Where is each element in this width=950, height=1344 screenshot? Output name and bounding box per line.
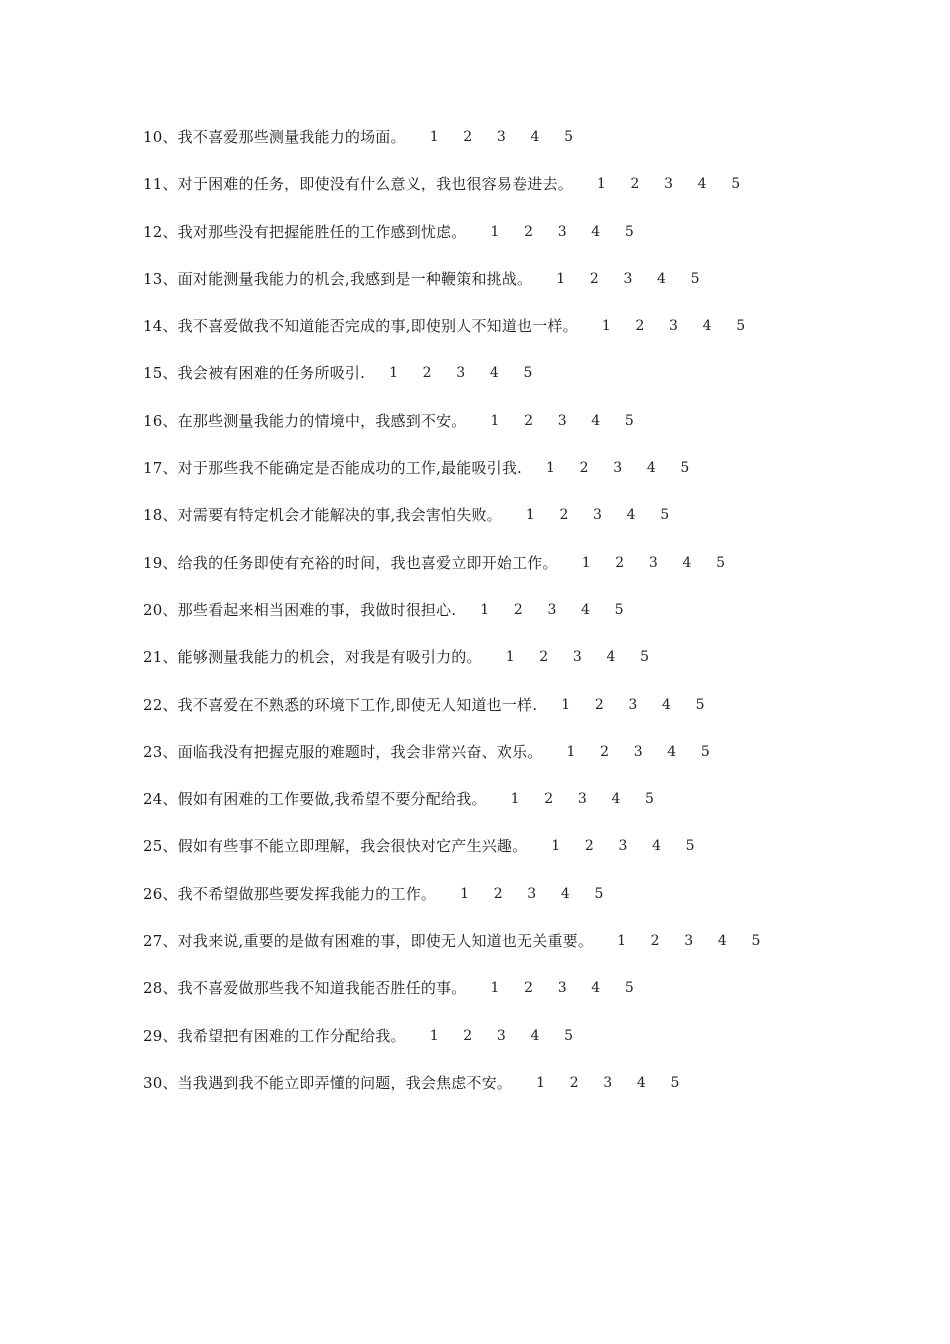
rating-option-2[interactable]: 2: [422, 365, 432, 382]
rating-option-4[interactable]: 4: [682, 554, 692, 571]
rating-option-5[interactable]: 5: [624, 412, 634, 429]
rating-option-2[interactable]: 2: [650, 933, 660, 950]
rating-option-3[interactable]: 3: [496, 129, 506, 145]
rating-option-3[interactable]: 3: [557, 412, 567, 429]
rating-option-2[interactable]: 2: [584, 838, 594, 855]
questionnaire-item: [143, 124, 923, 171]
rating-option-4[interactable]: 4: [581, 601, 590, 618]
rating-option-4[interactable]: 4: [646, 460, 656, 477]
rating-option-4[interactable]: 4: [697, 176, 707, 193]
item-text: 26、我不希望做那些要发挥我能力的工作。: [143, 884, 437, 903]
rating-option-2[interactable]: 2: [559, 507, 569, 524]
rating-option-2[interactable]: 2: [600, 743, 610, 760]
rating-scale: [491, 408, 659, 434]
item-text: 21、能够测量我能力的机会，对我是有吸引力的。: [143, 648, 482, 667]
rating-option-5[interactable]: 5: [695, 696, 705, 713]
rating-option-4[interactable]: 4: [667, 743, 677, 760]
rating-option-2[interactable]: 2: [544, 791, 554, 808]
rating-option-4[interactable]: 4: [652, 838, 661, 855]
rating-option-1[interactable]: 1: [490, 980, 500, 997]
questionnaire-item: [143, 739, 923, 786]
questionnaire-item: [143, 550, 923, 597]
rating-option-2[interactable]: 2: [524, 223, 534, 240]
rating-option-5[interactable]: 5: [564, 129, 573, 145]
rating-option-2[interactable]: 2: [630, 176, 640, 193]
questionnaire-item: [143, 833, 923, 880]
rating-option-2[interactable]: 2: [524, 412, 534, 429]
questionnaire-item: [143, 266, 923, 313]
questionnaire-item: [143, 881, 923, 928]
rating-scale: [582, 550, 750, 576]
rating-option-1[interactable]: 1: [546, 460, 555, 477]
rating-option-3[interactable]: 3: [572, 649, 582, 666]
questionnaire-item: [143, 692, 923, 739]
rating-scale: [389, 360, 557, 386]
rating-option-5[interactable]: 5: [640, 649, 649, 666]
rating-option-5[interactable]: 5: [716, 554, 725, 571]
rating-option-2[interactable]: 2: [635, 318, 645, 335]
item-text: 25、假如有些事不能立即理解，我会很快对它产生兴趣。: [143, 837, 528, 856]
rating-option-5[interactable]: 5: [523, 365, 533, 382]
rating-option-5[interactable]: 5: [700, 743, 710, 760]
rating-scale: [597, 171, 765, 197]
item-text: 28、我不喜爱做那些我不知道我能否胜任的事。: [143, 979, 467, 998]
rating-option-4[interactable]: 4: [657, 270, 666, 287]
questionnaire-item: [143, 219, 923, 266]
rating-option-1[interactable]: 1: [617, 933, 626, 950]
rating-option-5[interactable]: 5: [564, 1027, 573, 1044]
questionnaire-item: [143, 928, 923, 975]
rating-scale: [491, 219, 659, 245]
rating-option-4[interactable]: 4: [591, 223, 601, 240]
rating-option-3[interactable]: 3: [496, 1027, 506, 1044]
rating-option-5[interactable]: 5: [685, 838, 695, 855]
item-text: 12、我对那些没有把握能胜任的工作感到忧虑。: [143, 222, 467, 241]
rating-option-3[interactable]: 3: [593, 507, 602, 524]
item-text: 22、我不喜爱在不熟悉的环境下工作,即使无人知道也一样.: [143, 695, 538, 714]
rating-option-3[interactable]: 3: [557, 980, 567, 997]
rating-scale: [617, 928, 785, 954]
rating-option-4[interactable]: 4: [636, 1074, 646, 1091]
rating-option-1[interactable]: 1: [490, 412, 500, 429]
rating-option-4[interactable]: 4: [560, 885, 570, 902]
rating-option-4[interactable]: 4: [591, 412, 601, 429]
rating-option-5[interactable]: 5: [594, 885, 604, 902]
rating-option-5[interactable]: 5: [736, 318, 746, 335]
rating-scale: [480, 597, 648, 623]
rating-option-5[interactable]: 5: [751, 933, 761, 950]
item-text: 17、对于那些我不能确定是否能成功的工作,最能吸引我.: [143, 459, 523, 478]
rating-scale: [430, 124, 598, 150]
rating-option-1[interactable]: 1: [561, 696, 571, 713]
rating-option-3[interactable]: 3: [527, 885, 537, 902]
item-text: 13、面对能测量我能力的机会,我感到是一种鞭策和挑战。: [143, 269, 533, 288]
questionnaire-item: [143, 786, 923, 833]
rating-option-2[interactable]: 2: [615, 554, 625, 571]
item-text: 27、对我来说,重要的是做有困难的事，即使无人知道也无关重要。: [143, 932, 594, 951]
rating-scale: [536, 1070, 704, 1096]
rating-option-4[interactable]: 4: [530, 129, 540, 145]
questionnaire-item: [143, 171, 923, 218]
item-text: 15、我会被有困难的任务所吸引.: [143, 364, 366, 383]
rating-option-3[interactable]: 3: [547, 601, 557, 618]
rating-option-1[interactable]: 1: [551, 838, 561, 855]
rating-option-4[interactable]: 4: [702, 318, 712, 335]
rating-scale: [567, 739, 735, 765]
rating-scale: [561, 692, 729, 718]
questionnaire-item: [143, 1023, 923, 1070]
rating-scale: [460, 881, 628, 907]
rating-option-3[interactable]: 3: [648, 554, 658, 571]
rating-option-1[interactable]: 1: [389, 365, 398, 382]
rating-scale: [546, 455, 714, 481]
questionnaire-item: [143, 1070, 923, 1117]
rating-scale: [506, 644, 674, 670]
rating-option-1[interactable]: 1: [490, 223, 500, 240]
rating-option-5[interactable]: 5: [624, 223, 634, 240]
questionnaire-item: [143, 644, 923, 691]
rating-option-3[interactable]: 3: [669, 318, 678, 335]
rating-option-1[interactable]: 1: [429, 129, 439, 145]
questionnaire-item: [143, 597, 923, 644]
rating-option-2[interactable]: 2: [493, 885, 503, 902]
rating-scale: [511, 786, 679, 812]
rating-scale: [602, 313, 770, 339]
rating-option-1[interactable]: 1: [460, 885, 470, 902]
rating-option-5[interactable]: 5: [645, 791, 654, 808]
rating-option-2[interactable]: 2: [463, 1027, 473, 1044]
rating-option-4[interactable]: 4: [489, 365, 499, 382]
questionnaire-item: [143, 313, 923, 360]
rating-option-3[interactable]: 3: [623, 270, 633, 287]
rating-scale: [526, 502, 694, 528]
rating-option-4[interactable]: 4: [717, 933, 727, 950]
rating-option-2[interactable]: 2: [539, 649, 549, 666]
rating-option-3[interactable]: 3: [664, 176, 673, 193]
rating-scale: [551, 833, 719, 859]
rating-option-3[interactable]: 3: [628, 696, 638, 713]
item-text: 14、我不喜爱做我不知道能否完成的事,即使别人不知道也一样。: [143, 317, 578, 336]
rating-option-2[interactable]: 2: [589, 270, 599, 287]
rating-option-1[interactable]: 1: [566, 743, 576, 760]
rating-option-1[interactable]: 1: [581, 554, 591, 571]
rating-option-4[interactable]: 4: [611, 791, 621, 808]
rating-option-4[interactable]: 4: [530, 1027, 540, 1044]
rating-option-4[interactable]: 4: [606, 649, 616, 666]
rating-option-1[interactable]: 1: [480, 601, 490, 618]
rating-option-1[interactable]: 1: [505, 649, 515, 666]
item-text: 30、当我遇到我不能立即弄懂的问题，我会焦虑不安。: [143, 1073, 513, 1092]
rating-scale: [556, 266, 724, 292]
rating-option-1[interactable]: 1: [525, 507, 535, 524]
rating-option-5[interactable]: 5: [690, 270, 700, 287]
rating-option-3[interactable]: 3: [577, 791, 587, 808]
item-text: 16、在那些测量我能力的情境中，我感到不安。: [143, 411, 467, 430]
rating-option-4[interactable]: 4: [626, 507, 636, 524]
item-text: 20、那些看起来相当困难的事，我做时很担心.: [143, 600, 457, 619]
questionnaire-item-list: [143, 124, 923, 1117]
rating-option-1[interactable]: 1: [596, 176, 606, 193]
rating-option-4[interactable]: 4: [591, 980, 601, 997]
rating-option-1[interactable]: 1: [601, 318, 611, 335]
rating-option-3[interactable]: 3: [603, 1074, 613, 1091]
rating-option-2[interactable]: 2: [513, 601, 523, 618]
rating-option-2[interactable]: 2: [524, 980, 534, 997]
rating-option-2[interactable]: 2: [463, 129, 473, 145]
rating-scale: [430, 1023, 598, 1049]
rating-option-5[interactable]: 5: [731, 176, 741, 193]
questionnaire-item: [143, 975, 923, 1022]
rating-option-2[interactable]: 2: [594, 696, 604, 713]
item-text: 11、对于困难的任务，即使没有什么意义，我也很容易卷进去。: [143, 175, 573, 194]
rating-scale: [491, 975, 659, 1001]
item-text: 10、我不喜爱那些测量我能力的场面。: [143, 128, 406, 146]
rating-option-2[interactable]: 2: [579, 460, 589, 477]
rating-option-3[interactable]: 3: [684, 933, 694, 950]
rating-option-1[interactable]: 1: [536, 1074, 546, 1091]
rating-option-1[interactable]: 1: [510, 791, 520, 808]
rating-option-5[interactable]: 5: [660, 507, 670, 524]
rating-option-5[interactable]: 5: [624, 980, 634, 997]
item-text: 19、给我的任务即使有充裕的时间，我也喜爱立即开始工作。: [143, 553, 558, 572]
questionnaire-item: [143, 502, 923, 549]
questionnaire-item: [143, 408, 923, 455]
rating-option-4[interactable]: 4: [662, 696, 671, 713]
rating-option-3[interactable]: 3: [456, 365, 466, 382]
rating-option-3[interactable]: 3: [618, 838, 628, 855]
rating-option-5[interactable]: 5: [614, 601, 624, 618]
rating-option-3[interactable]: 3: [633, 743, 643, 760]
questionnaire-item: [143, 455, 923, 502]
questionnaire-item: [143, 360, 923, 407]
rating-option-5[interactable]: 5: [680, 460, 690, 477]
rating-option-3[interactable]: 3: [557, 223, 567, 240]
item-text: 29、我希望把有困难的工作分配给我。: [143, 1026, 406, 1045]
item-text: 18、对需要有特定机会才能解决的事,我会害怕失败。: [143, 506, 502, 525]
rating-option-1[interactable]: 1: [556, 270, 566, 287]
rating-option-3[interactable]: 3: [613, 460, 623, 477]
item-text: 23、面临我没有把握克服的难题时，我会非常兴奋、欢乐。: [143, 742, 543, 761]
rating-option-5[interactable]: 5: [670, 1074, 680, 1091]
rating-option-1[interactable]: 1: [429, 1027, 439, 1044]
item-text: 24、假如有困难的工作要做,我希望不要分配给我。: [143, 790, 487, 809]
rating-option-2[interactable]: 2: [569, 1074, 579, 1091]
